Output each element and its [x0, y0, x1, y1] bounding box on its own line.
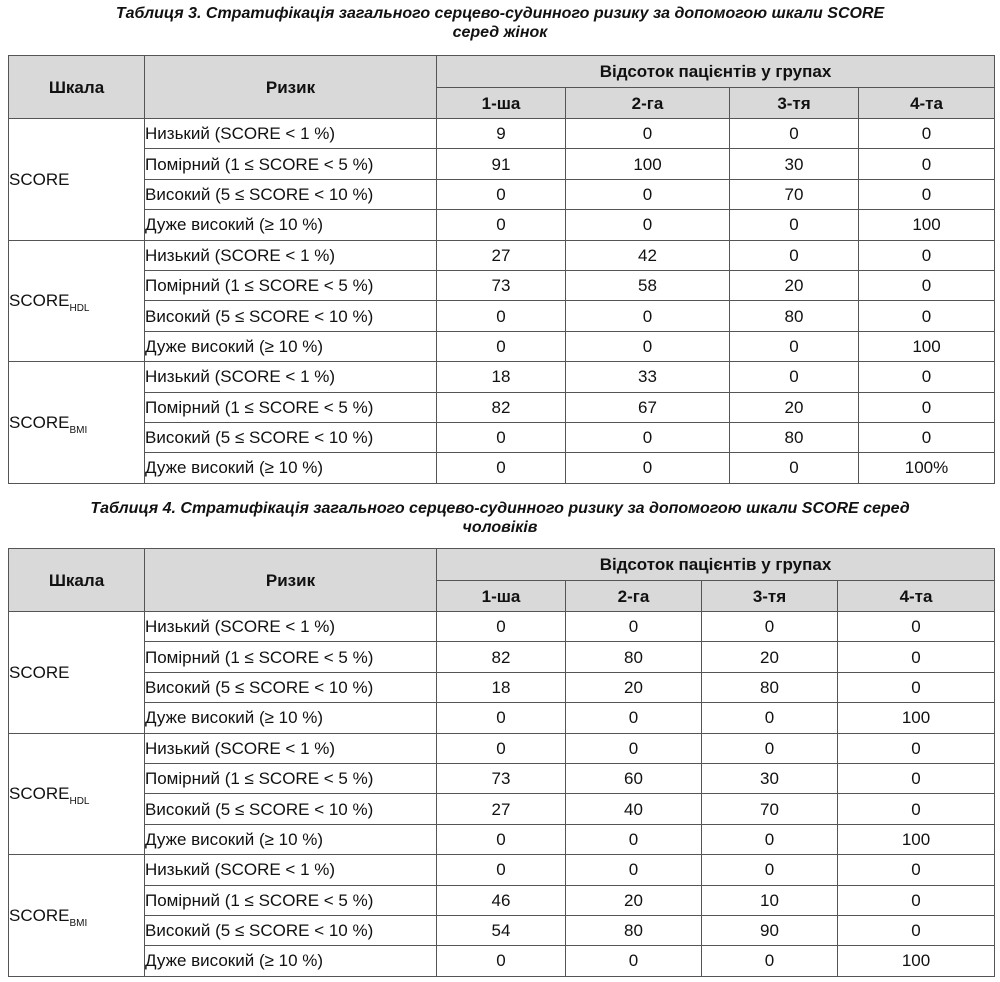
group-2-value: 80: [566, 642, 702, 672]
table-4-title: [0, 499, 1000, 537]
group-4-value: 0: [838, 733, 995, 763]
group-4-value: 0: [838, 855, 995, 885]
group-4-value: 100: [859, 331, 995, 361]
women-score-table: [8, 55, 995, 484]
group-3-value: 0: [702, 946, 838, 976]
group-2-value: 0: [566, 453, 730, 483]
scale-name: SCORE: [9, 291, 70, 311]
group-1-value: 0: [437, 733, 566, 763]
scale-cell: [9, 855, 145, 977]
risk-label: Дуже високий (≥ 10 %): [145, 210, 437, 240]
risk-label: Високий (5 ≤ SCORE < 10 %): [145, 179, 437, 209]
table-row: [9, 422, 995, 452]
group-2-value: 0: [566, 612, 702, 642]
group-4-value: 0: [859, 119, 995, 149]
group-1-value: 0: [437, 703, 566, 733]
scale-cell: [9, 733, 145, 855]
scale-name: SCORE: [9, 662, 70, 682]
group-1-value: 91: [437, 149, 566, 179]
group-2-value: 40: [566, 794, 702, 824]
group-1-value: 18: [437, 362, 566, 392]
group-2-value: 80: [566, 915, 702, 945]
table-row: [9, 240, 995, 270]
group-2-value: 100: [566, 149, 730, 179]
table-3-title-line-2: серед жінок: [452, 24, 548, 41]
group-1-value: 73: [437, 763, 566, 793]
table-row: [9, 149, 995, 179]
group-1-value: 0: [437, 210, 566, 240]
group-2-value: 33: [566, 362, 730, 392]
group-3-value: 0: [730, 119, 859, 149]
group-3-value: 0: [702, 703, 838, 733]
table-row: [9, 763, 995, 793]
table-row: [9, 392, 995, 422]
group-2-value: 20: [566, 672, 702, 702]
scale-header: Шкала: [9, 549, 145, 612]
group-3-value: 80: [730, 422, 859, 452]
table-4-title-line-2: чоловіків: [462, 519, 538, 536]
risk-label: Низький (SCORE < 1 %): [145, 119, 437, 149]
group-2-value: 0: [566, 119, 730, 149]
group-1-value: 0: [437, 179, 566, 209]
group-3-value: 20: [730, 392, 859, 422]
group-1-value: 82: [437, 642, 566, 672]
table-4-title-line-1: Таблиця 4. Стратифікація загального серцево-судинного ризику за допомогою шкали SCORE серед: [90, 500, 910, 517]
group-1-value: 0: [437, 612, 566, 642]
group-2-value: 0: [566, 733, 702, 763]
risk-header: Ризик: [145, 549, 437, 612]
risk-label: Дуже високий (≥ 10 %): [145, 453, 437, 483]
risk-label: Дуже високий (≥ 10 %): [145, 703, 437, 733]
scale-cell: [9, 612, 145, 734]
group-header-2: 2-га: [566, 88, 730, 119]
group-4-value: 100: [859, 210, 995, 240]
group-1-value: 0: [437, 855, 566, 885]
group-2-value: 67: [566, 392, 730, 422]
group-2-value: 0: [566, 855, 702, 885]
risk-label: Низький (SCORE < 1 %): [145, 612, 437, 642]
group-2-value: 42: [566, 240, 730, 270]
group-1-value: 46: [437, 885, 566, 915]
table-row: [9, 915, 995, 945]
scale-cell: [9, 362, 145, 484]
risk-label: Високий (5 ≤ SCORE < 10 %): [145, 915, 437, 945]
risk-label: Низький (SCORE < 1 %): [145, 855, 437, 885]
group-1-value: 27: [437, 794, 566, 824]
group-3-value: 0: [730, 210, 859, 240]
group-4-value: 100%: [859, 453, 995, 483]
group-4-value: 0: [859, 362, 995, 392]
group-3-value: 0: [702, 855, 838, 885]
table-3-title-line-1: Таблиця 3. Стратифікація загального серцево-судинного ризику за допомогою шкали SCORE: [115, 5, 885, 22]
group-4-value: 0: [859, 149, 995, 179]
scale-cell: [9, 119, 145, 241]
group-3-value: 0: [702, 612, 838, 642]
risk-label: Помірний (1 ≤ SCORE < 5 %): [145, 392, 437, 422]
table-row: [9, 270, 995, 300]
group-4-value: 0: [859, 270, 995, 300]
group-4-value: 0: [859, 422, 995, 452]
risk-label: Дуже високий (≥ 10 %): [145, 824, 437, 854]
group-4-value: 0: [859, 392, 995, 422]
risk-label: Помірний (1 ≤ SCORE < 5 %): [145, 763, 437, 793]
group-2-value: 0: [566, 301, 730, 331]
group-4-value: 100: [838, 703, 995, 733]
risk-header: Ризик: [145, 56, 437, 119]
table-row: [9, 119, 995, 149]
group-1-value: 0: [437, 824, 566, 854]
group-3-value: 20: [702, 642, 838, 672]
group-3-value: 0: [730, 331, 859, 361]
group-4-value: 100: [838, 946, 995, 976]
groups-header: Відсоток пацієнтів у групах: [437, 56, 995, 88]
risk-label: Високий (5 ≤ SCORE < 10 %): [145, 422, 437, 452]
group-header-3: 3-тя: [730, 88, 859, 119]
group-header-1: 1-ша: [437, 581, 566, 612]
table-row: [9, 179, 995, 209]
risk-label: Високий (5 ≤ SCORE < 10 %): [145, 794, 437, 824]
risk-label: Помірний (1 ≤ SCORE < 5 %): [145, 885, 437, 915]
group-2-value: 0: [566, 422, 730, 452]
men-score-table: [8, 548, 995, 977]
group-header-4: 4-та: [838, 581, 995, 612]
scale-subscript: BMI: [69, 917, 88, 929]
table-row: [9, 855, 995, 885]
risk-label: Дуже високий (≥ 10 %): [145, 331, 437, 361]
table-body: [9, 612, 995, 977]
group-header-1: 1-ша: [437, 88, 566, 119]
group-4-value: 0: [838, 915, 995, 945]
table-row: [9, 453, 995, 483]
group-4-value: 100: [838, 824, 995, 854]
group-2-value: 0: [566, 179, 730, 209]
risk-label: Дуже високий (≥ 10 %): [145, 946, 437, 976]
table-row: [9, 733, 995, 763]
table-row: [9, 331, 995, 361]
group-3-value: 20: [730, 270, 859, 300]
group-1-value: 0: [437, 331, 566, 361]
group-3-value: 90: [702, 915, 838, 945]
risk-label: Низький (SCORE < 1 %): [145, 733, 437, 763]
group-1-value: 0: [437, 301, 566, 331]
group-header-3: 3-тя: [702, 581, 838, 612]
risk-label: Низький (SCORE < 1 %): [145, 362, 437, 392]
group-header-4: 4-та: [859, 88, 995, 119]
group-1-value: 18: [437, 672, 566, 702]
scale-cell: [9, 240, 145, 362]
group-4-value: 0: [838, 794, 995, 824]
risk-label: Помірний (1 ≤ SCORE < 5 %): [145, 149, 437, 179]
group-2-value: 20: [566, 885, 702, 915]
table-row: [9, 824, 995, 854]
group-3-value: 0: [730, 240, 859, 270]
group-2-value: 0: [566, 210, 730, 240]
group-3-value: 0: [702, 824, 838, 854]
group-3-value: 0: [702, 733, 838, 763]
risk-label: Помірний (1 ≤ SCORE < 5 %): [145, 642, 437, 672]
scale-name: SCORE: [9, 169, 70, 189]
table-row: [9, 794, 995, 824]
group-4-value: 0: [838, 885, 995, 915]
group-1-value: 0: [437, 453, 566, 483]
group-2-value: 0: [566, 703, 702, 733]
scale-name: SCORE: [9, 784, 70, 804]
table-row: [9, 703, 995, 733]
group-4-value: 0: [838, 763, 995, 793]
group-1-value: 73: [437, 270, 566, 300]
group-2-value: 60: [566, 763, 702, 793]
table-row: [9, 946, 995, 976]
table-body: [9, 119, 995, 484]
group-4-value: 0: [859, 301, 995, 331]
table-row: [9, 642, 995, 672]
group-1-value: 27: [437, 240, 566, 270]
group-1-value: 54: [437, 915, 566, 945]
group-2-value: 0: [566, 824, 702, 854]
group-header-2: 2-га: [566, 581, 702, 612]
group-3-value: 80: [730, 301, 859, 331]
group-1-value: 0: [437, 946, 566, 976]
risk-label: Помірний (1 ≤ SCORE < 5 %): [145, 270, 437, 300]
group-3-value: 30: [730, 149, 859, 179]
group-4-value: 0: [859, 240, 995, 270]
risk-label: Високий (5 ≤ SCORE < 10 %): [145, 301, 437, 331]
group-1-value: 9: [437, 119, 566, 149]
group-3-value: 70: [702, 794, 838, 824]
table-row: [9, 362, 995, 392]
table-row: [9, 672, 995, 702]
table-row: [9, 301, 995, 331]
risk-label: Високий (5 ≤ SCORE < 10 %): [145, 672, 437, 702]
group-2-value: 0: [566, 946, 702, 976]
group-2-value: 0: [566, 331, 730, 361]
table-3-title: [0, 4, 1000, 42]
table-row: [9, 210, 995, 240]
table-row: [9, 612, 995, 642]
scale-subscript: HDL: [69, 303, 90, 315]
group-3-value: 80: [702, 672, 838, 702]
group-2-value: 58: [566, 270, 730, 300]
table-row: [9, 885, 995, 915]
group-3-value: 30: [702, 763, 838, 793]
scale-name: SCORE: [9, 905, 70, 925]
groups-header: Відсоток пацієнтів у групах: [437, 549, 995, 581]
group-4-value: 0: [838, 672, 995, 702]
group-3-value: 10: [702, 885, 838, 915]
scale-name: SCORE: [9, 412, 70, 432]
risk-label: Низький (SCORE < 1 %): [145, 240, 437, 270]
group-1-value: 82: [437, 392, 566, 422]
group-3-value: 0: [730, 453, 859, 483]
group-4-value: 0: [838, 642, 995, 672]
scale-header: Шкала: [9, 56, 145, 119]
group-3-value: 70: [730, 179, 859, 209]
group-4-value: 0: [838, 612, 995, 642]
group-3-value: 0: [730, 362, 859, 392]
group-1-value: 0: [437, 422, 566, 452]
group-4-value: 0: [859, 179, 995, 209]
scale-subscript: HDL: [69, 796, 90, 808]
scale-subscript: BMI: [69, 424, 88, 436]
